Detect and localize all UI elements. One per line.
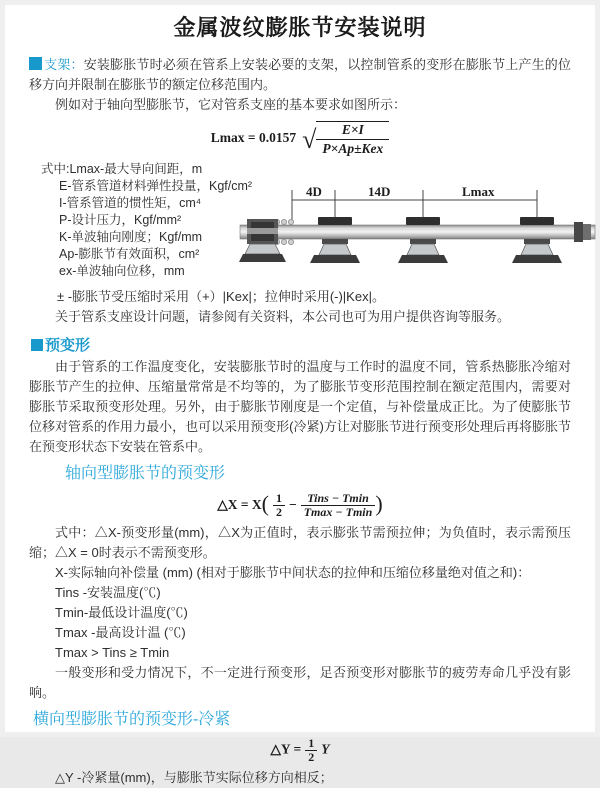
pipe-support-diagram	[240, 183, 595, 283]
plusminus-note: ± -膨胀节受压缩时采用（+）|Kex|；拉伸时采用(-)|Kex|。	[57, 289, 385, 304]
formula-lhs: Lmax = 0.0157	[210, 130, 297, 146]
fraction-numerator: E×I	[341, 122, 364, 137]
axial-preform-formula	[5, 491, 595, 519]
guide-spacing-formula	[5, 121, 595, 157]
minus-sign: −	[289, 497, 297, 512]
pipe-support	[512, 217, 562, 263]
axial-subheading: 轴向型膨胀节的预变形	[65, 465, 226, 482]
consult-note: 关于管系支座设计问题，请参阅有关资料，本公司也可为用户提供咨询等服务。	[55, 309, 511, 324]
radicand-fraction	[316, 121, 389, 157]
definition-line: I-管系管道的惯性矩，cm⁴	[59, 196, 202, 210]
definitions-and-diagram	[5, 161, 595, 285]
dim-label-lmax: Lmax	[462, 184, 495, 199]
half-fraction: $\frac{1}{2}$	[305, 737, 317, 764]
definition-line: E-管系管道材料弹性投量，Kgf/cm²	[59, 179, 253, 193]
axial-line: X-实际轴向补偿量 (mm) (相对于膨胀节中间状态的拉伸和压缩位移量绝对值之和)：	[55, 565, 531, 581]
axial-line: Tmin-最低设计温度(℃)	[55, 605, 188, 621]
preform-paragraph: 由于管系的工作温度变化，安装膨胀节时的温度与工作时的温度不同，管系热膨胀冷缩对膨胀节产生的拉伸、压缩量常常是不均等的，为了膨胀节变形范围控制在额定范围内，需要对膨胀节采取预变形处理。另外，由于膨胀节刚度是一个定值，与补偿量成正比。为了使膨胀节位移对管系的作用力最小，也可以采用预变形(冷紧)方让对膨胀节进行预变形处理后再将膨胀节在预变形状态下安装在管系中。	[29, 359, 571, 454]
dim-label-4d: 4D	[306, 184, 322, 199]
sqrt-radical-icon: √	[302, 125, 317, 155]
lateral-preform-formula	[5, 737, 595, 764]
axial-line: 式中：△X-预变形量(mm)，△X为正值时，表示膨张节需预拉伸；为负值时，表示需预压缩；△X = 0时表示不需预变形。	[29, 525, 571, 561]
section-square-icon	[31, 339, 43, 351]
definition-line: ex-单波轴向位移，mm	[59, 264, 185, 278]
preform-section-label: 预变形	[45, 337, 91, 354]
half-fraction: $\frac{1}{2}$	[273, 492, 285, 519]
definition-line: 式中:Lmax-最大导向间距，m	[41, 162, 203, 176]
support-section-heading	[29, 57, 84, 72]
formula-rhs: Y	[321, 742, 330, 757]
support-intro-text: 安装膨胀节时必须在管系上安装必要的支架，以控制管系的变形在膨胀节上产生的位移方向并限制在膨胀节的额定位移范围内。	[29, 57, 571, 92]
axial-line: 一般变形和受力情况下，不一定进行预变形，足否预变形对膨胀节的疲劳寿命几乎没有影响。	[29, 665, 571, 701]
definition-line: P-设计压力，Kgf/mm²	[59, 213, 182, 227]
definition-line: K-单波轴向刚度；Kgf/mm	[59, 230, 203, 244]
definition-line: Ap-膨胀节有效面积，cm²	[59, 247, 200, 261]
axial-line: Tmax -最高设计温 (℃)	[55, 625, 186, 641]
support-paragraph	[29, 55, 571, 95]
preform-section-heading	[31, 335, 595, 357]
support-section-label: 支架：	[44, 57, 84, 72]
close-paren: )	[375, 491, 383, 516]
section-square-icon	[29, 57, 42, 70]
pipe-end-flange	[574, 222, 591, 242]
page-title: 金属波纹膨胀节安装说明	[173, 15, 427, 40]
pipe	[240, 225, 595, 239]
open-paren: (	[261, 491, 269, 516]
temperature-fraction: $\frac{\text{Tins − Tmin}}{Tmax - Tmin}$	[301, 492, 376, 519]
formula-lhs: △X = X	[217, 497, 262, 512]
dim-label-14d: 14D	[368, 184, 391, 199]
lateral-subheading: 横向型膨胀节的预变形-冷紧	[33, 711, 231, 729]
lateral-note: △Y -冷紧量(mm)，与膨胀节实际位移方向相反；	[55, 770, 333, 786]
fraction-denominator: P×Ap±Kex	[316, 139, 389, 157]
pipe-support	[398, 217, 448, 263]
axial-line: Tins -安装温度(℃)	[55, 585, 161, 601]
pipe-support	[310, 217, 360, 263]
formula-lhs: △Y =	[270, 742, 302, 757]
support-example-line: 例如对于轴向型膨胀节，它对管系支座的基本要求如图所示：	[55, 97, 407, 112]
axial-line: Tmax > Tins ≥ Tmin	[55, 645, 170, 661]
